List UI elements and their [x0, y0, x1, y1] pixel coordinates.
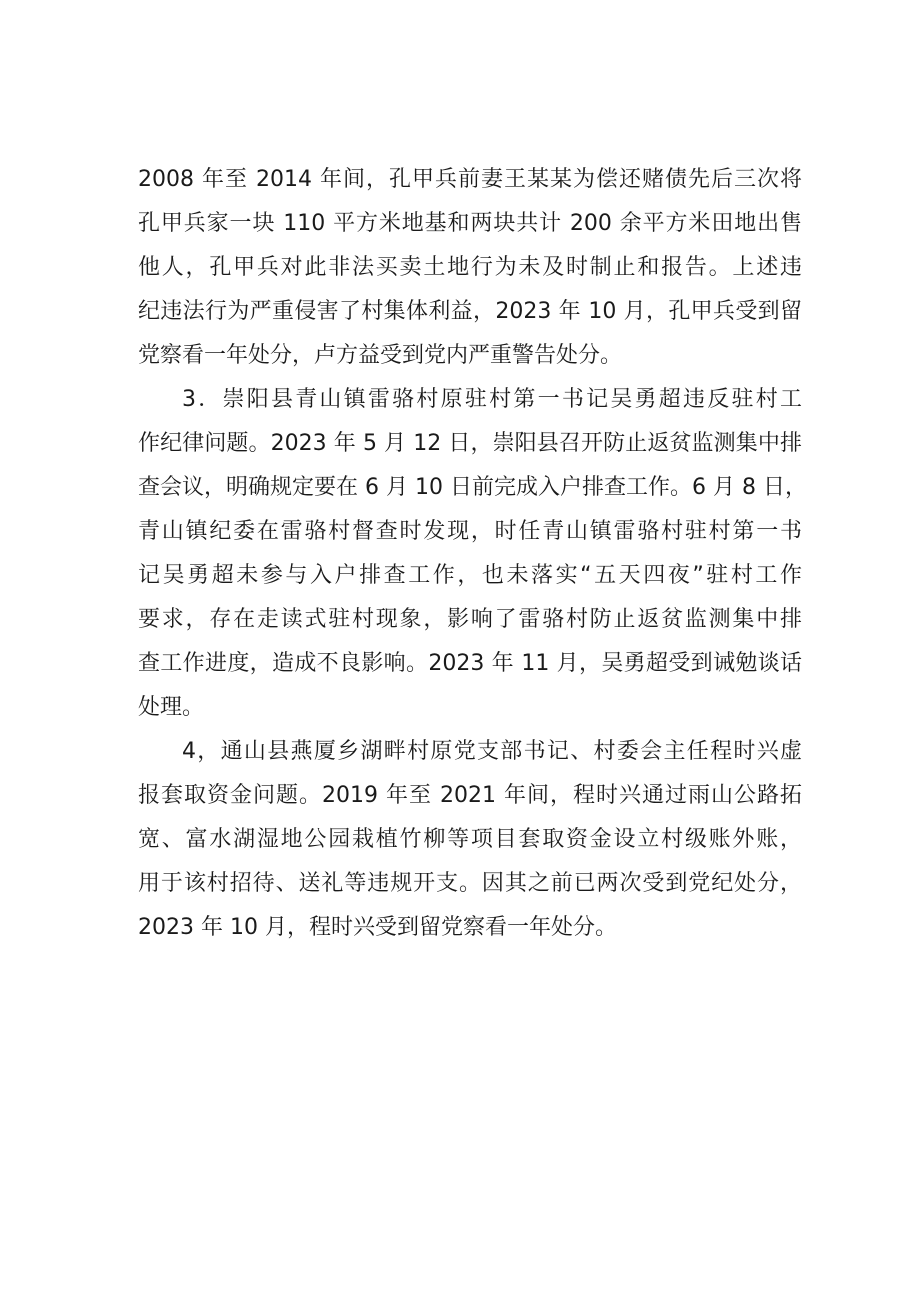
paragraph-line: 2008 年至 2014 年间，孔甲兵前妻王某某为偿还赌债先后三次将 [138, 167, 802, 192]
paragraph-line: 查会议，明确规定要在 6 月 10 日前完成入户排查工作。6 月 8 日， [138, 475, 807, 500]
paragraph-line: 4，通山县燕厦乡湖畔村原党支部书记、村委会主任程时兴虚 [182, 739, 802, 764]
paragraph-line: 纪违法行为严重侵害了村集体利益，2023 年 10 月，孔甲兵受到留 [138, 299, 802, 324]
paragraph-1 [138, 158, 802, 378]
paragraph-line: 要求，存在走读式驻村现象，影响了雷骆村防止返贫监测集中排 [138, 607, 802, 632]
paragraph-line: 报套取资金问题。2019 年至 2021 年间，程时兴通过雨山公路拓 [138, 783, 802, 808]
paragraph-line: 查工作进度，造成不良影响。2023 年 11 月，吴勇超受到诫勉谈话 [138, 651, 802, 676]
paragraph-3 [138, 730, 802, 950]
paragraph-line: 处理。 [138, 695, 205, 720]
paragraph-line: 作纪律问题。2023 年 5 月 12 日，崇阳县召开防止返贫监测集中排 [138, 431, 802, 456]
paragraph-line: 青山镇纪委在雷骆村督查时发现，时任青山镇雷骆村驻村第一书 [138, 519, 802, 544]
paragraph-2 [138, 378, 807, 730]
paragraph-line: 记吴勇超未参与入户排查工作，也未落实“五天四夜”驻村工作 [138, 563, 802, 588]
paragraph-line: 2023 年 10 月，程时兴受到留党察看一年处分。 [138, 915, 617, 940]
paragraph-line: 宽、富水湖湿地公园栽植竹柳等项目套取资金设立村级账外账， [138, 827, 802, 852]
paragraph-line: 3．崇阳县青山镇雷骆村原驻村第一书记吴勇超违反驻村工 [182, 387, 802, 412]
paragraph-line: 用于该村招待、送礼等违规开支。因其之前已两次受到党纪处分， [138, 871, 802, 896]
paragraph-line: 党察看一年处分，卢方益受到党内严重警告处分。 [138, 343, 623, 368]
paragraph-line: 他人，孔甲兵对此非法买卖土地行为未及时制止和报告。上述违 [138, 255, 802, 280]
paragraph-line: 孔甲兵家一块 110 平方米地基和两块共计 200 余平方米田地出售 [138, 211, 802, 236]
